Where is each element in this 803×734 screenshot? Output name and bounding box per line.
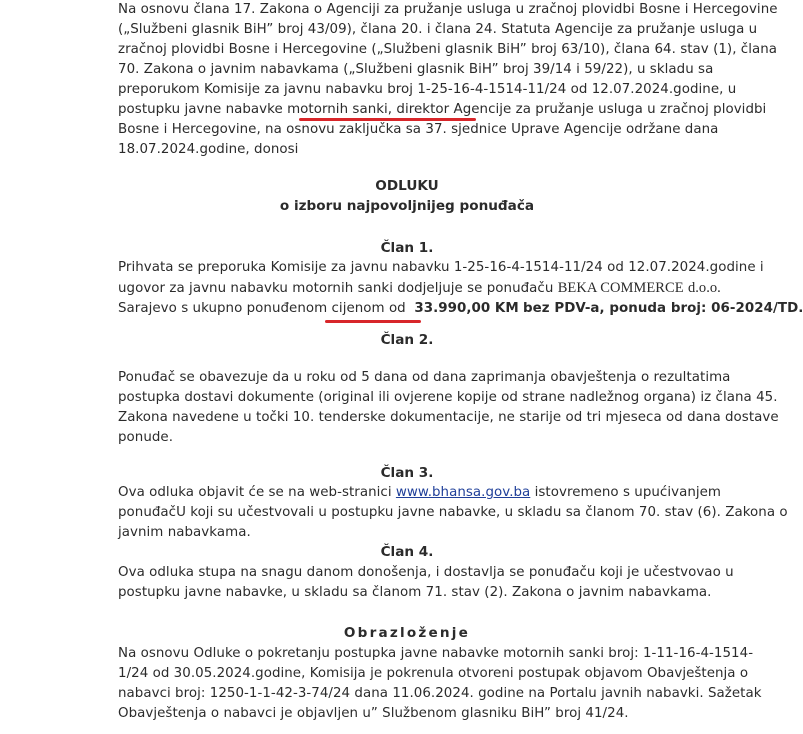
website-link[interactable]: www.bhansa.gov.ba — [395, 485, 531, 500]
intro-line-5: preporukom Komisije za javnu nabavku broj 1-25-16-4-1514-11/24 od 12.07.2024.godine, u — [118, 82, 737, 97]
clan-3-heading: Član 3. — [380, 465, 434, 481]
clan-2-line-4: ponude. — [118, 430, 174, 445]
clan-1-line-3-text: Sarajevo s ukupno ponuđenom cijenom od — [118, 301, 406, 316]
intro-paragraph — [118, 0, 778, 160]
obrazlozenje-paragraph — [118, 644, 762, 724]
clan-2-heading: Član 2. — [380, 332, 434, 348]
clan-1-paragraph — [118, 258, 803, 319]
supplier-name: BEKA COMMERCE — [557, 280, 684, 296]
clan-4-line-1: Ova odluka stupa na snagu danom donošenja, i dostavlja se ponuđaču koji je učestvovao u — [118, 565, 734, 580]
clan-4-line-2: postupku javne nabavke, u skladu sa članom 71. stav (2). Zakona o javnim nabavkama. — [118, 585, 712, 600]
obrazlozenje-line-4: Obavještenja o nabavci je objavljen u” Službenom glasniku BiH” broj 41/24. — [118, 706, 629, 721]
clan-3-line-1-tail: istovremeno s upućivanjem — [534, 485, 722, 500]
obrazlozenje-line-2: 1/24 od 30.05.2024.godine, Komisija je pokrenula otvoreni postupak objavom Obavještenja o — [118, 666, 749, 681]
intro-line-7: Bosne i Hercegovine, na osnovu zaključka sa 37. sjednice Uprave Agencije održane dana — [118, 122, 719, 137]
clan-1-heading: Član 1. — [380, 240, 434, 256]
obrazlozenje-heading: Obrazloženje — [343, 625, 471, 641]
clan-1-line-2 — [118, 278, 721, 299]
decision-title: ODLUKU — [375, 178, 439, 194]
highlight-underline-price — [325, 320, 421, 323]
intro-line-8: 18.07.2024.godine, donosi — [118, 142, 299, 157]
clan-2-line-3: Zakona navedene u točki 10. tenderske dokumentacije, ne starije od tri mjeseca od dana dostave — [118, 410, 779, 425]
clan-2-line-1: Ponuđač se obavezuje da u roku od 5 dana od dana zaprimanja obavještenja o rezultatima — [118, 370, 731, 385]
intro-line-1: Na osnovu člana 17. Zakona o Agenciji za pružanje usluga u zračnoj plovidbi Bosne i Hercegovine — [118, 2, 778, 17]
price-details: bez PDV-a, ponuda broj: 06-2024/TD. — [523, 301, 803, 316]
clan-4-heading: Član 4. — [380, 544, 434, 560]
clan-3-line-1 — [118, 483, 722, 503]
clan-2-paragraph — [118, 368, 779, 448]
obrazlozenje-line-1: Na osnovu Odluke o pokretanju postupka javne nabavke motornih sanki broj: 1-11-16-4-1514- — [118, 646, 754, 661]
clan-4-paragraph — [118, 563, 734, 603]
intro-line-4: 70. Zakona o javnim nabavkama („Službeni glasnik BiH” broj 39/14 i 59/22), u skladu sa — [118, 62, 714, 77]
obrazlozenje-line-3: nabavci broj: 1250-1-1-42-3-74/24 dana 11.06.2024. godine na Portalu javnih nabavki. Sažetak — [118, 686, 762, 701]
clan-1-line-1: Prihvata se preporuka Komisije za javnu nabavku 1-25-16-4-1514-11/24 od 12.07.2024.godine i — [118, 260, 764, 275]
clan-3-line-1-text: Ova odluka objavit će se na web-stranici — [118, 485, 392, 500]
clan-1-line-2-text: ugovor za javnu nabavku motornih sanki dodjeljuje se ponuđaču — [118, 281, 554, 296]
total-price: 33.990,00 KM — [414, 301, 519, 316]
clan-3-line-2: ponuđačU koji su učestvovali u postupku javne nabavke, u skladu sa članom 70. stav (6). Zakona o — [118, 505, 788, 520]
decision-subtitle: o izboru najpovoljnijeg ponuđača — [279, 198, 535, 214]
clan-3-line-3: javnim nabavkama. — [118, 525, 251, 540]
intro-line-3: zračnoj plovidbi Bosne i Hercegovine („Službeni glasnik BiH” broj 63/10), člana 64. stav (1), člana — [118, 42, 778, 57]
highlight-underline-javne-nabavke — [299, 118, 476, 121]
supplier-suffix: d.o.o. — [687, 280, 721, 296]
intro-line-2: („Službeni glasnik BiH” broj 43/09), člana 20. i člana 24. Statuta Agencije za pružanje usluga u — [118, 22, 758, 37]
clan-2-line-2: postupka dostavi dokumente (original ili ovjerene kopije od strane nadležnog organa) iz člana 45. — [118, 390, 778, 405]
clan-1-line-3 — [118, 299, 803, 319]
clan-3-paragraph — [118, 483, 788, 543]
intro-line-6: postupku javne nabavke motornih sanki, direktor Agencije za pružanje usluga u zračnoj plovidbi — [118, 102, 767, 117]
